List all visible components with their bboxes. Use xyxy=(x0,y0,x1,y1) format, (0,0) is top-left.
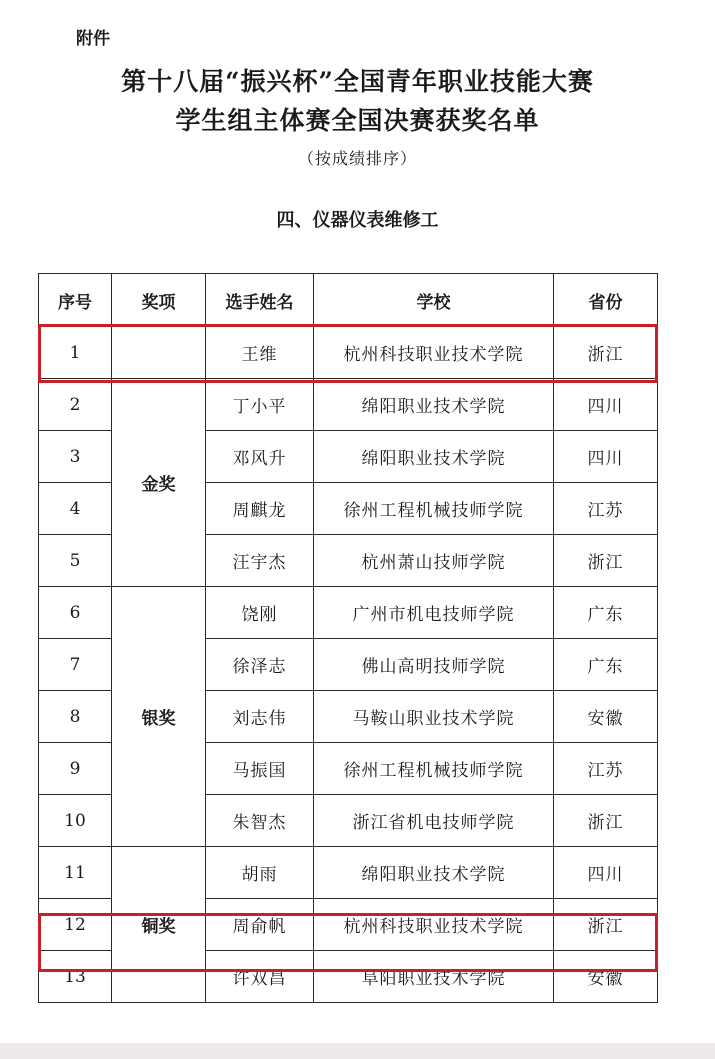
table-row xyxy=(39,379,658,431)
school-name: 杭州科技职业技术学院 xyxy=(314,327,554,379)
contestant-name: 丁小平 xyxy=(206,379,314,431)
school-name: 绵阳职业技术学院 xyxy=(314,379,554,431)
row-number: 12 xyxy=(39,899,112,951)
school-name: 杭州萧山技师学院 xyxy=(314,535,554,587)
award-bronze: 铜奖 xyxy=(112,847,206,1003)
contestant-name: 王维 xyxy=(206,327,314,379)
row-number: 13 xyxy=(39,951,112,1003)
contestant-name: 周麒龙 xyxy=(206,483,314,535)
table-row xyxy=(39,327,658,379)
award-cell-empty xyxy=(112,327,206,379)
province: 安徽 xyxy=(554,951,658,1003)
row-number: 3 xyxy=(39,431,112,483)
bottom-band xyxy=(0,1043,715,1059)
award-table xyxy=(38,273,658,1003)
contestant-name: 周俞帆 xyxy=(206,899,314,951)
province: 江苏 xyxy=(554,743,658,795)
contestant-name: 饶刚 xyxy=(206,587,314,639)
school-name: 徐州工程机械技师学院 xyxy=(314,743,554,795)
row-number: 8 xyxy=(39,691,112,743)
table-row xyxy=(39,847,658,899)
province: 四川 xyxy=(554,847,658,899)
school-name: 佛山高明技师学院 xyxy=(314,639,554,691)
contestant-name: 刘志伟 xyxy=(206,691,314,743)
school-name: 绵阳职业技术学院 xyxy=(314,847,554,899)
header-province: 省份 xyxy=(554,274,658,327)
province: 江苏 xyxy=(554,483,658,535)
contestant-name: 汪宇杰 xyxy=(206,535,314,587)
school-name: 阜阳职业技术学院 xyxy=(314,951,554,1003)
document-title-line-1: 第十八届“振兴杯”全国青年职业技能大赛 xyxy=(121,67,594,96)
header-name: 选手姓名 xyxy=(206,274,314,327)
row-number: 2 xyxy=(39,379,112,431)
header-number: 序号 xyxy=(39,274,112,327)
school-name: 杭州科技职业技术学院 xyxy=(314,899,554,951)
award-silver: 银奖 xyxy=(112,587,206,847)
header-award: 奖项 xyxy=(112,274,206,327)
school-name: 绵阳职业技术学院 xyxy=(314,431,554,483)
sort-note: （按成绩排序） xyxy=(297,149,417,168)
contestant-name: 马振国 xyxy=(206,743,314,795)
province: 浙江 xyxy=(554,899,658,951)
row-number: 7 xyxy=(39,639,112,691)
school-name: 广州市机电技师学院 xyxy=(314,587,554,639)
section-title: 四、仪器仪表维修工 xyxy=(276,210,439,231)
document-title-line-2: 学生组主体赛全国决赛获奖名单 xyxy=(175,106,540,135)
row-number: 9 xyxy=(39,743,112,795)
school-name: 浙江省机电技师学院 xyxy=(314,795,554,847)
school-name: 徐州工程机械技师学院 xyxy=(314,483,554,535)
province: 浙江 xyxy=(554,795,658,847)
header-school: 学校 xyxy=(314,274,554,327)
contestant-name: 邓风升 xyxy=(206,431,314,483)
table-header-row xyxy=(39,274,658,327)
contestant-name: 许双昌 xyxy=(206,951,314,1003)
row-number: 6 xyxy=(39,587,112,639)
province: 安徽 xyxy=(554,691,658,743)
province: 广东 xyxy=(554,587,658,639)
school-name: 马鞍山职业技术学院 xyxy=(314,691,554,743)
row-number: 1 xyxy=(39,327,112,379)
province: 广东 xyxy=(554,639,658,691)
province: 浙江 xyxy=(554,327,658,379)
row-number: 4 xyxy=(39,483,112,535)
province: 浙江 xyxy=(554,535,658,587)
attachment-label: 附件 xyxy=(76,29,110,49)
table-row xyxy=(39,587,658,639)
row-number: 11 xyxy=(39,847,112,899)
contestant-name: 朱智杰 xyxy=(206,795,314,847)
province: 四川 xyxy=(554,431,658,483)
province: 四川 xyxy=(554,379,658,431)
contestant-name: 胡雨 xyxy=(206,847,314,899)
contestant-name: 徐泽志 xyxy=(206,639,314,691)
row-number: 10 xyxy=(39,795,112,847)
award-gold: 金奖 xyxy=(112,379,206,587)
row-number: 5 xyxy=(39,535,112,587)
